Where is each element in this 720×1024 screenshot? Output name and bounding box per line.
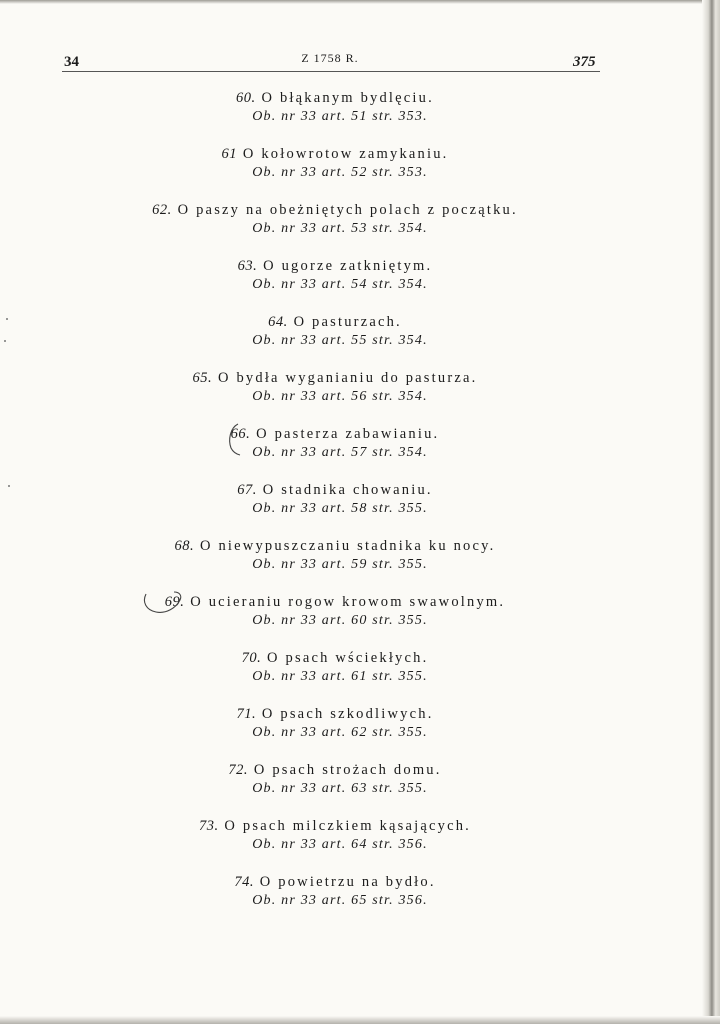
entry-title-line (0, 872, 670, 892)
entry-title-line (0, 592, 670, 612)
entry-number: 74. (234, 874, 254, 890)
entry-reference: Ob. nr 33 art. 53 str. 354. (252, 221, 428, 236)
entry-number: 73. (198, 818, 219, 834)
entry-reference: Ob. nr 33 art. 55 str. 354. (252, 333, 428, 348)
paper-speck (6, 318, 8, 320)
entry-reference: Ob. nr 33 art. 62 str. 355. (252, 725, 428, 740)
entry-number: 63. (237, 258, 258, 274)
entry-reference: Ob. nr 33 art. 59 str. 355. (252, 557, 428, 572)
entry-title: O pasterza zabawianiu. (256, 426, 440, 442)
entry-reference: Ob. nr 33 art. 56 str. 354. (252, 389, 428, 404)
page-bottom-edge (0, 1016, 720, 1024)
paper-speck (4, 340, 6, 342)
list-item (0, 312, 670, 368)
entry-title-line (0, 704, 670, 724)
entry-reference: Ob. nr 33 art. 63 str. 355. (252, 781, 428, 796)
entry-title: O powietrzu na bydło. (259, 874, 436, 890)
entry-title: O psach milczkiem kąsających. (224, 818, 472, 834)
entry-reference: Ob. nr 33 art. 65 str. 356. (252, 893, 428, 908)
entry-reference: Ob. nr 33 art. 52 str. 353. (252, 165, 428, 180)
entry-reference: Ob. nr 33 art. 58 str. 355. (252, 501, 428, 516)
entry-reference: Ob. nr 33 art. 51 str. 353. (252, 109, 428, 124)
list-item (0, 368, 670, 424)
entry-list (0, 88, 670, 928)
entry-title-line (0, 536, 670, 556)
book-binding-edge (702, 0, 720, 1024)
entry-title-line (0, 312, 670, 332)
entry-title: O bydła wyganianiu do pasturza. (217, 370, 478, 386)
entry-title-line (0, 424, 670, 444)
header-rule (62, 71, 600, 72)
page-number-left: 34 (64, 54, 79, 70)
running-head: Z 1758 R. (301, 51, 359, 65)
entry-title: O kołowrotow zamykaniu. (242, 146, 449, 162)
entry-title: O psach wściekłych. (267, 650, 429, 666)
entry-title: O psach szkodliwych. (261, 706, 434, 722)
list-item (0, 872, 670, 928)
page-top-edge (0, 0, 720, 4)
entry-reference: Ob. nr 33 art. 64 str. 356. (252, 837, 428, 852)
entry-title-line (0, 256, 670, 276)
list-item (0, 480, 670, 536)
entry-title: O niewypuszczaniu stadnika ku nocy. (199, 538, 496, 554)
list-item (0, 648, 670, 704)
entry-number: 62. (152, 202, 172, 218)
entry-title-line (0, 816, 670, 836)
entry-title: O stadnika chowaniu. (262, 482, 433, 498)
entry-title-line (0, 200, 670, 220)
list-item (0, 424, 670, 480)
entry-number: 70. (241, 650, 262, 666)
entry-reference: Ob. nr 33 art. 61 str. 355. (252, 669, 428, 684)
entry-title-line (0, 760, 670, 780)
entry-number: 60. (236, 90, 256, 106)
entry-reference: Ob. nr 33 art. 54 str. 354. (252, 277, 428, 292)
entry-title: O błąkanym bydlęciu. (261, 90, 434, 106)
entry-title-line (0, 88, 670, 108)
list-item (0, 200, 670, 256)
entry-title-line (0, 144, 670, 164)
list-item (0, 816, 670, 872)
entry-title-line (0, 648, 670, 668)
list-item (0, 256, 670, 312)
entry-title-line (0, 480, 670, 500)
entry-title: O psach strożach domu. (253, 762, 442, 778)
entry-title-line (0, 368, 670, 388)
list-item (0, 88, 670, 144)
entry-number: 61 (221, 146, 238, 162)
entry-number: 65. (192, 370, 213, 386)
entry-number: 64. (268, 314, 288, 330)
list-item (0, 704, 670, 760)
entry-title: O pasturzach. (293, 314, 402, 330)
entry-number: 68. (174, 538, 195, 554)
page-number-right: 375 (573, 54, 596, 70)
entry-number: 67. (237, 482, 257, 498)
entry-reference: Ob. nr 33 art. 60 str. 355. (252, 613, 428, 628)
list-item (0, 144, 670, 200)
entry-title: O paszy na obeżniętych polach z początku. (177, 202, 518, 218)
entry-title: O ugorze zatkniętym. (263, 258, 433, 274)
list-item (0, 592, 670, 648)
list-item (0, 760, 670, 816)
paper-speck (8, 485, 10, 487)
entry-reference: Ob. nr 33 art. 57 str. 354. (252, 445, 428, 460)
entry-number: 72. (228, 762, 249, 778)
entry-number: 66. (230, 426, 251, 442)
entry-title: O ucieraniu rogow krowom swawolnym. (190, 594, 506, 610)
entry-number: 71. (236, 706, 257, 722)
list-item (0, 536, 670, 592)
entry-number: 69. (164, 594, 185, 610)
